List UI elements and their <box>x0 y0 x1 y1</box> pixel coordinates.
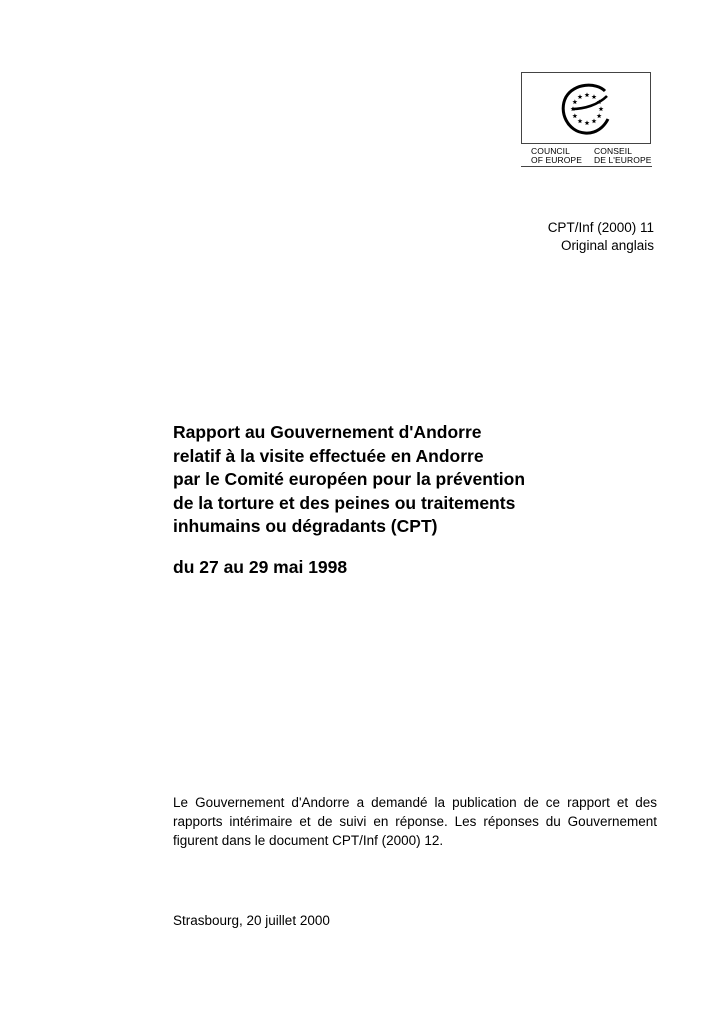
logo-caption-en-line1: COUNCIL <box>531 146 570 156</box>
original-language: Original anglais <box>560 238 654 253</box>
title-line: de la torture et des peines ou traitements <box>173 492 516 513</box>
logo-caption-fr-line2: DE L'EUROPE <box>594 155 652 165</box>
star-icon <box>578 119 583 124</box>
logo-caption-french <box>594 147 652 165</box>
star-icon <box>592 94 597 99</box>
logo-caption-english <box>531 147 582 165</box>
letter-e-bar-icon <box>572 96 607 109</box>
visit-dates: du 27 au 29 mai 1998 <box>173 557 348 577</box>
european-stars-emblem-icon <box>552 79 622 139</box>
title-line: inhumains ou dégradants (CPT) <box>173 516 438 536</box>
star-icon <box>585 120 590 125</box>
place-and-date: Strasbourg, 20 juillet 2000 <box>173 913 330 928</box>
document-id: CPT/Inf (2000) 11 <box>547 220 654 235</box>
title-line: par le Comité européen pour la prévention <box>173 469 526 489</box>
title-line: relatif à la visite effectuée en Andorre <box>173 445 484 466</box>
logo-caption-fr-line1: CONSEIL <box>594 146 633 156</box>
logo-underline <box>521 166 652 167</box>
star-icon <box>597 113 602 118</box>
report-title <box>173 421 653 539</box>
star-icon <box>585 92 590 97</box>
star-icon <box>572 113 577 118</box>
publication-notice: Le Gouvernement d'Andorre a demandé la publication de ce rapport et des rapports intérimaire et de suivi en réponse. Les réponses du Gouvernement figurent dans le document CPT/Inf (2000) 12. <box>173 795 657 848</box>
star-icon <box>572 99 577 104</box>
logo-caption <box>521 147 652 165</box>
title-line: Rapport au Gouvernement d'Andorre <box>173 422 482 442</box>
council-of-europe-logo <box>521 72 651 144</box>
star-icon <box>599 106 604 111</box>
star-icon <box>592 119 597 124</box>
document-reference <box>548 219 654 255</box>
logo-caption-en-line2: OF EUROPE <box>531 155 582 165</box>
star-icon <box>578 94 583 99</box>
